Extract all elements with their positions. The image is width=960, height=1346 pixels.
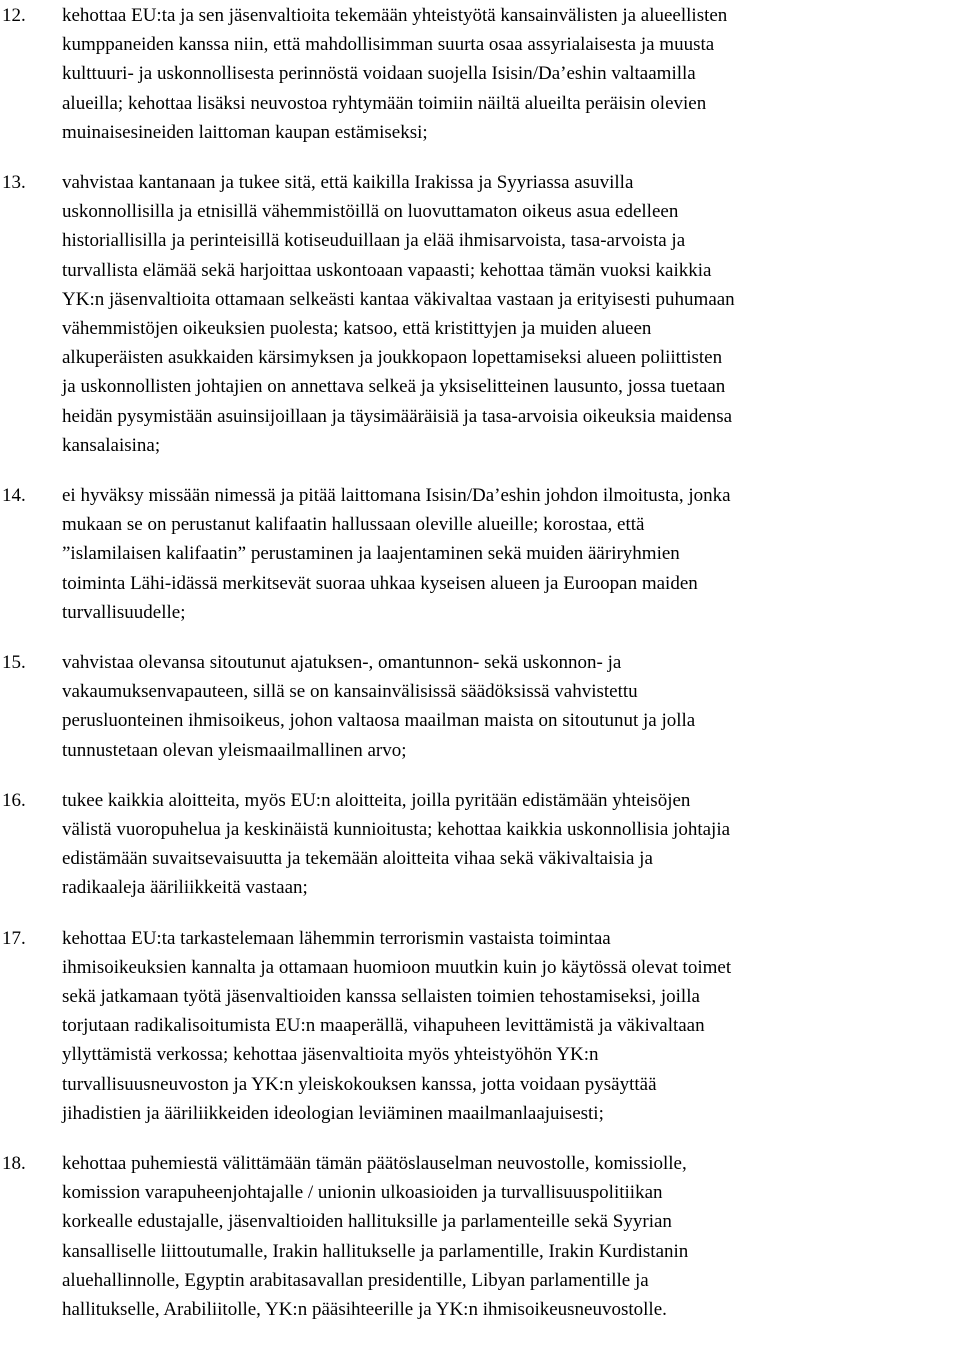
text-line: turvallisuudelle; [62, 601, 186, 623]
paragraph-text [62, 1149, 958, 1324]
text-line: välistä vuoropuhelua ja keskinäistä kunnioitusta; kehottaa kaikkia uskonnollisia johtajia [62, 819, 731, 840]
text-line: radikaaleja ääriliikkeitä vastaan; [62, 877, 308, 899]
text-line: kumppaneiden kanssa niin, että mahdollisimman suurta osaa assyrialaisesta ja muusta [62, 34, 715, 56]
text-line: alkuperäisten asukkaiden kärsimyksen ja joukkopaon lopettamiseksi alueen poliittisten [62, 347, 723, 369]
paragraph-text [62, 924, 958, 1128]
text-line: alueilla; kehottaa lisäksi neuvostoa ryhtymään toimiin näiltä alueilta peräisin olevien [62, 92, 707, 114]
text-line: jihadistien ja ääriliikkeiden ideologian leviäminen maailmanlaajuisesti; [62, 1102, 604, 1124]
paragraph-text [62, 786, 958, 903]
text-line: komission varapuheenjohtajalle / unionin ulkoasioiden ja turvallisuuspolitiikan [62, 1182, 663, 1204]
paragraph-text [62, 481, 958, 627]
text-line: vahvistaa olevansa sitoutunut ajatuksen-, omantunnon- sekä uskonnon- ja [62, 652, 622, 673]
paragraph-number: 13. [2, 172, 26, 193]
text-line: hallitukselle, Arabiliitolle, YK:n pääsihteerille ja YK:n ihmisoikeusneuvostolle. [62, 1299, 667, 1321]
text-line: YK:n jäsenvaltioita ottamaan selkeästi kantaa väkivaltaa vastaan ja erityisesti puhumaan [62, 288, 735, 310]
paragraph-number: 18. [2, 1153, 26, 1174]
text-line: vahvistaa kantanaan ja tukee sitä, että kaikilla Irakissa ja Syyriassa asuvilla [62, 172, 634, 193]
text-line: toiminta Lähi-idässä merkitsevät suoraa uhkaa kyseisen alueen ja Euroopan maiden [62, 572, 698, 594]
text-line: mukaan se on perustanut kalifaatin hallussaan oleville alueille; korostaa, että [62, 514, 645, 536]
paragraph-text [62, 1, 958, 147]
text-line: kansalaisina; [62, 434, 161, 456]
text-line: ja uskonnollisten johtajien on annettava selkeä ja yksiselitteinen lausunto, jossa tuetaan [62, 376, 726, 398]
text-line: tunnustetaan olevan yleismaailmallinen arvo; [62, 739, 407, 761]
text-line: historiallisilla ja perinteisillä kotiseuduillaan ja elää ihmisarvoista, tasa-arvoista ja [62, 230, 686, 252]
text-line: kehottaa EU:ta ja sen jäsenvaltioita tekemään yhteistyötä kansainvälisten ja alueellisten [62, 5, 728, 26]
paragraph-number: 15. [2, 652, 26, 673]
text-line: ihmisoikeuksien kannalta ja ottamaan huomioon muutkin kuin jo käytössä olevat toimet [62, 956, 732, 978]
paragraph-number: 17. [2, 927, 26, 949]
text-line: kansalliselle liittoutumalle, Irakin hallitukselle ja parlamentille, Irakin Kurdistanin [62, 1240, 689, 1262]
text-line: ei hyväksy missään nimessä ja pitää laittomana Isisin/Da’eshin johdon ilmoitusta, jonka [62, 485, 731, 506]
text-line: kulttuuri- ja uskonnollisesta perinnöstä voidaan suojella Isisin/Da’eshin valtaamilla [62, 63, 696, 85]
text-line: edistämään suvaitsevaisuutta ja tekemään aloitteita vihaa sekä väkivaltaisia ja [62, 848, 653, 870]
text-line: perusluonteinen ihmisoikeus, johon valtaosa maailman maista on sitoutunut ja jolla [62, 710, 696, 732]
paragraph-number: 14. [2, 485, 26, 506]
text-line: korkealle edustajalle, jäsenvaltioiden hallituksille ja parlamenteille sekä Syyrian [62, 1211, 672, 1233]
text-line: ”islamilaisen kalifaatin” perustaminen ja laajentaminen sekä muiden ääriryhmien [62, 543, 680, 565]
text-line: sekä jatkamaan työtä jäsenvaltioiden kanssa sellaisten toimien tehostamiseksi, joilla [62, 986, 700, 1007]
text-line: vakaumuksenvapauteen, sillä se on kansainvälisissä säädöksissä vahvistettu [62, 681, 638, 703]
paragraph-text [62, 168, 958, 460]
paragraph-number: 16. [2, 789, 26, 811]
paragraph-text [62, 648, 958, 765]
text-line: torjutaan radikalisoitumista EU:n maaperällä, vihapuheen levittämistä ja väkivaltaan [62, 1015, 705, 1037]
paragraph-number: 12. [2, 5, 26, 26]
text-line: kehottaa EU:ta tarkastelemaan lähemmin terrorismin vastaista toimintaa [62, 927, 611, 949]
text-line: uskonnollisilla ja etnisillä vähemmistöillä on luovuttamaton oikeus asua edelleen [62, 201, 679, 223]
text-line: aluehallinnolle, Egyptin arabitasavallan presidentille, Libyan parlamentille ja [62, 1269, 649, 1291]
text-line: yllyttämistä verkossa; kehottaa jäsenvaltioita myös yhteistyöhön YK:n [62, 1044, 599, 1066]
text-line: kehottaa puhemiestä välittämään tämän päätöslauselman neuvostolle, komissiolle, [62, 1153, 687, 1174]
text-line: vähemmistöjen oikeuksien puolesta; katsoo, että kristittyjen ja muiden alueen [62, 318, 652, 340]
text-line: heidän pysymistään asuinsijoillaan ja täysimääräisiä ja tasa-arvoisia oikeuksia maidensa [62, 405, 733, 427]
text-line: tukee kaikkia aloitteita, myös EU:n aloitteita, joilla pyritään edistämään yhteisöjen [62, 789, 691, 811]
text-line: turvallisuusneuvoston ja YK:n yleiskokouksen kanssa, jotta voidaan pysäyttää [62, 1073, 657, 1095]
text-line: muinaisesineiden laittoman kaupan estämiseksi; [62, 121, 428, 143]
text-line: turvallista elämää sekä harjoittaa uskontoaan vapaasti; kehottaa tämän vuoksi kaikkia [62, 259, 712, 281]
